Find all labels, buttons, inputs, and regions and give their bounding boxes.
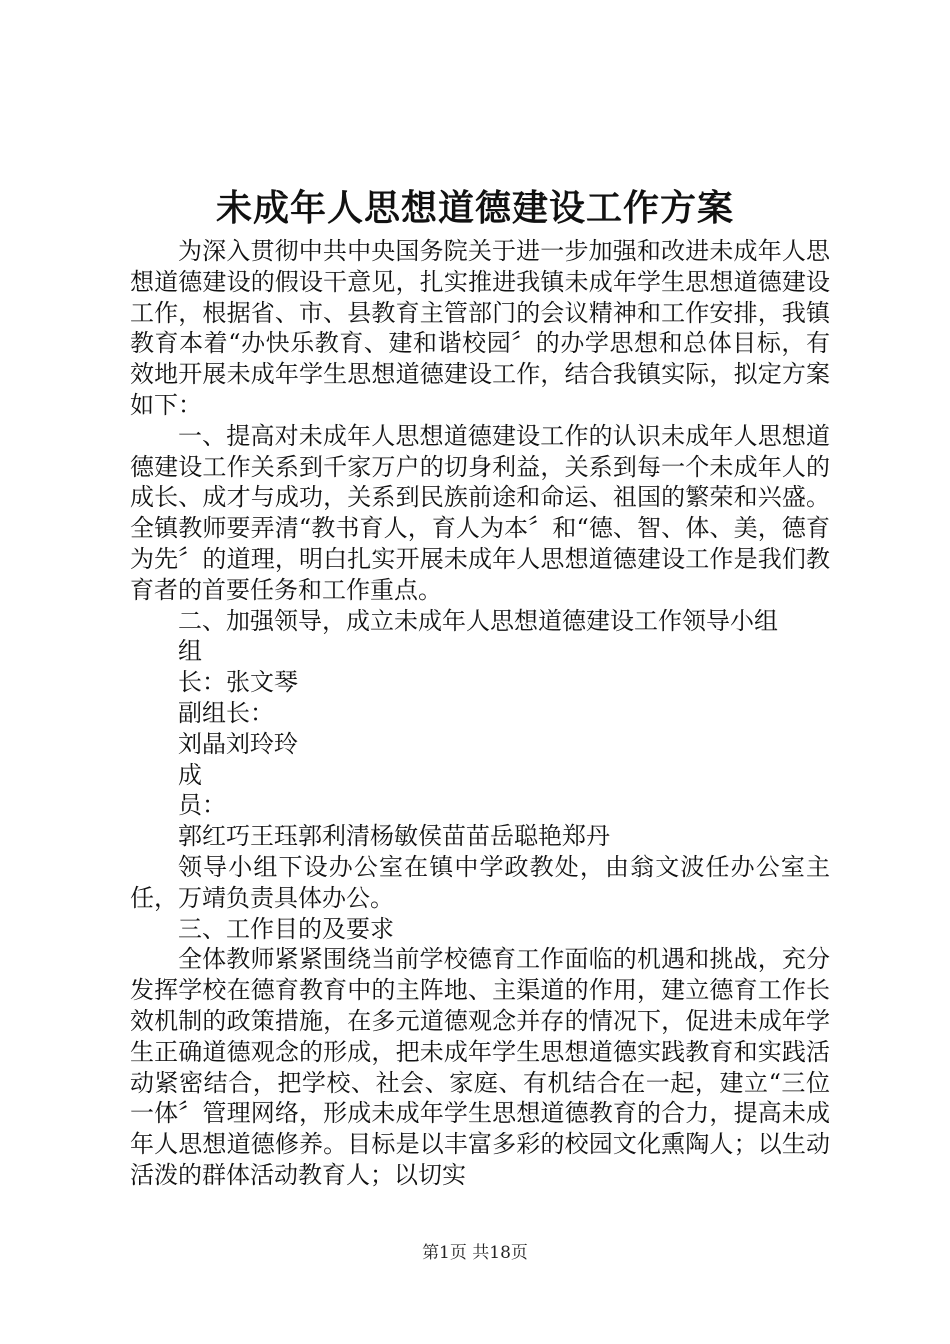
paragraph-deputy-label: 副组长：	[178, 698, 274, 727]
paragraph-leader-name: 长：张文琴	[178, 668, 298, 697]
paragraph-section-one: 一、提高对未成年人思想道德建设工作的认识未成年人思想道德建设工作关系到千家万户的切身利益，关系到每一个未成年人的成长、成才与成功，关系到民族前途和命运、祖国的繁荣和兴盛。全镇教师要弄清“教书育人，育人为本〞和“德、智、体、美，德育为先〞的道理，明白扎实开展未成年人思想道德建设工作是我们教育者的首要任务和工作重点。	[130, 421, 830, 604]
page-number-footer: 第1页 共18页	[422, 1243, 528, 1263]
paragraph-office: 领导小组下设办公室在镇中学政教处，由翁文波任办公室主任，万靖负责具体办公。	[130, 852, 830, 912]
paragraph-section-three-body: 全体教师紧紧围绕当前学校德育工作面临的机遇和挑战，充分发挥学校在德育教育中的主阵地、主渠道的作用，建立德育工作长效机制的政策措施，在多元道德观念并存的情况下，促进未成年学生正确道德观念的形成，把未成年学生思想道德实践教育和实践活动紧密结合，把学校、社会、家庭、有机结合在一起，建立“三位一体〞管理网络，形成未成年学生思想道德教育的合力，提高未成年人思想道德修养。目标是以丰富多彩的校园文化熏陶人；以生动活泼的群体活动教育人；以切实	[130, 945, 830, 1189]
paragraph-members-label-part2: 员：	[178, 791, 226, 820]
paragraph-member-names: 郭红巧王珏郭利清杨敏侯苗苗岳聪艳郑丹	[178, 822, 610, 851]
paragraph-intro: 为深入贯彻中共中央国务院关于进一步加强和改进未成年人思想道德建设的假设干意见，扎实推进我镇未成年学生思想道德建设工作，根据省、市、县教育主管部门的会议精神和工作安排，我镇教育本着“办快乐教育、建和谐校园〞的办学思想和总体目标，有效地开展未成年学生思想道德建设工作，结合我镇实际，拟定方案如下：	[130, 237, 830, 419]
paragraph-section-two-heading: 二、加强领导，成立未成年人思想道德建设工作领导小组	[178, 606, 778, 635]
document-title: 未成年人思想道德建设工作方案	[215, 187, 734, 229]
document-body	[130, 236, 830, 1191]
paragraph-section-three-heading: 三、工作目的及要求	[178, 914, 394, 943]
paragraph-leader-label-part1: 组	[178, 637, 202, 666]
paragraph-members-label-part1: 成	[178, 760, 202, 789]
paragraph-deputy-names: 刘晶刘玲玲	[178, 729, 298, 758]
